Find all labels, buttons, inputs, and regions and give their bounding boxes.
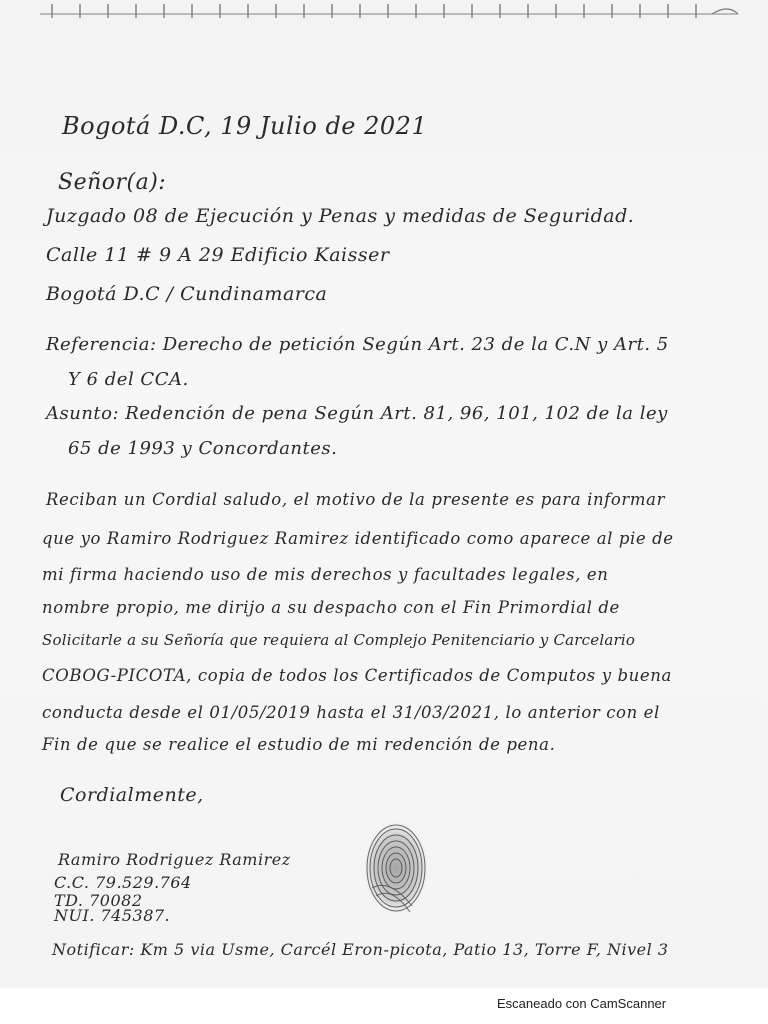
camscanner-watermark: Escaneado con CamScanner bbox=[497, 996, 667, 1011]
fingerprint-icon bbox=[360, 818, 432, 918]
body-line: Solicitarle a su Señoría que requiera al Complejo Penitenciario y Carcelario bbox=[42, 631, 636, 649]
recipient-address: Calle 11 # 9 A 29 Edificio Kaisser bbox=[46, 244, 390, 266]
reference-line: Referencia: Derecho de petición Según Art. 23 de la C.N y Art. 5 bbox=[46, 334, 669, 355]
body-line: Fin de que se realice el estudio de mi redención de pena. bbox=[42, 735, 556, 754]
recipient-city: Bogotá D.C / Cundinamarca bbox=[46, 283, 328, 305]
recipient-court: Juzgado 08 de Ejecución y Penas y medidas de Seguridad. bbox=[46, 205, 635, 227]
signer-td: TD. 70082 bbox=[54, 891, 143, 910]
subject-line-cont: 65 de 1993 y Concordantes. bbox=[68, 438, 338, 459]
salutation: Señor(a): bbox=[58, 170, 167, 195]
letter-date: Bogotá D.C, 19 Julio de 2021 bbox=[62, 112, 428, 140]
closing: Cordialmente, bbox=[60, 784, 204, 806]
signer-nui: NUI. 745387. bbox=[54, 906, 171, 925]
reference-line-cont: Y 6 del CCA. bbox=[68, 369, 189, 390]
notification-address: Notificar: Km 5 via Usme, Carcél Eron-picota, Patio 13, Torre F, Nivel 3 bbox=[52, 940, 669, 959]
body-line: nombre propio, me dirijo a su despacho con el Fin Primordial de bbox=[42, 598, 620, 617]
subject-line: Asunto: Redención de pena Según Art. 81, 96, 101, 102 de la ley bbox=[46, 403, 668, 424]
notebook-spiral-edge bbox=[0, 0, 768, 26]
signer-cc: C.C. 79.529.764 bbox=[54, 873, 192, 892]
body-line: Reciban un Cordial saludo, el motivo de la presente es para informar bbox=[46, 490, 666, 509]
signer-name: Ramiro Rodriguez Ramirez bbox=[58, 850, 291, 869]
body-line: COBOG-PICOTA, copia de todos los Certificados de Computos y buena bbox=[42, 666, 672, 685]
body-line: conducta desde el 01/05/2019 hasta el 31/03/2021, lo anterior con el bbox=[42, 703, 660, 722]
body-line: que yo Ramiro Rodriguez Ramirez identificado como aparece al pie de bbox=[42, 529, 674, 548]
body-line: mi firma haciendo uso de mis derechos y facultades legales, en bbox=[42, 565, 609, 584]
